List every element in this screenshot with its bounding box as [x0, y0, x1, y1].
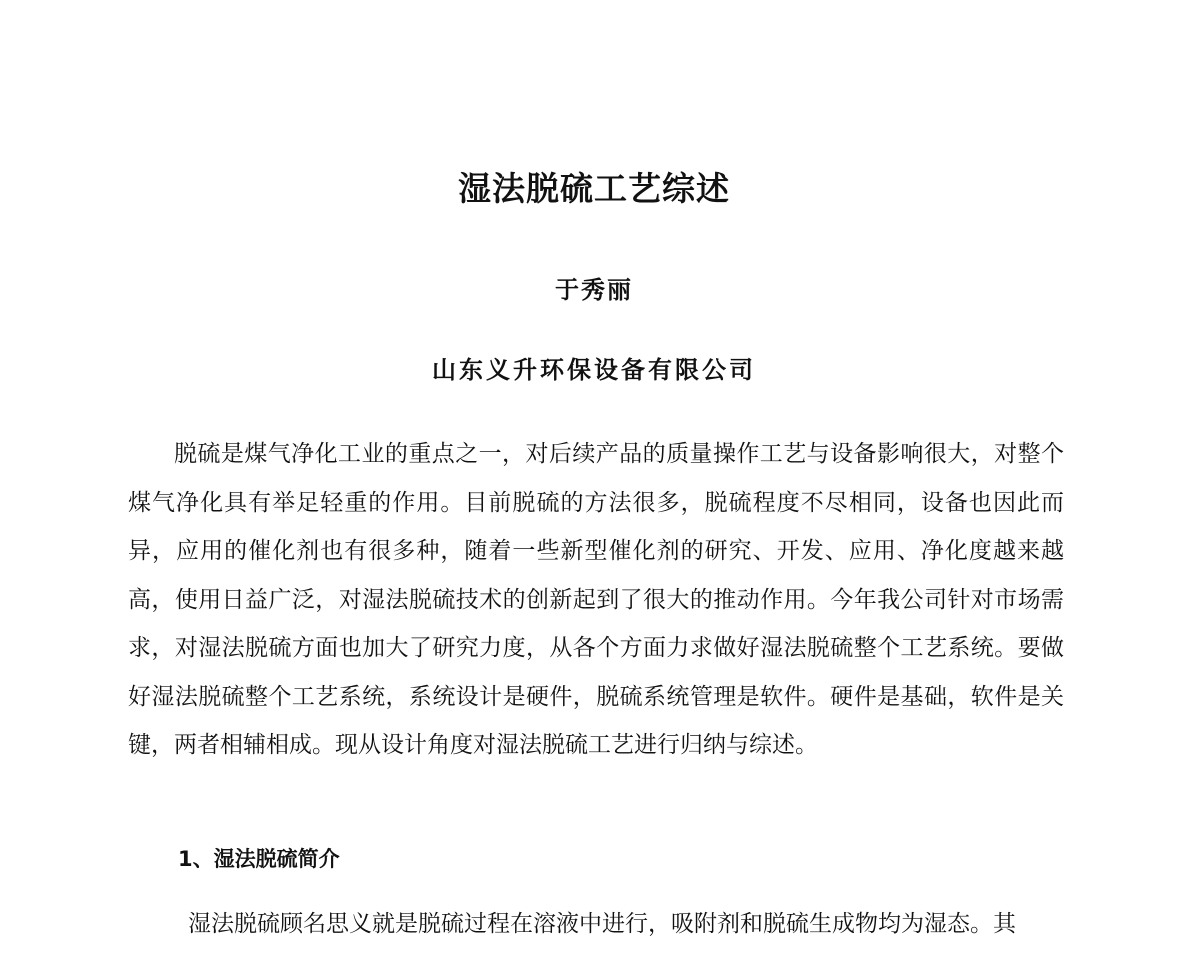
section-heading: 1、湿法脱硫简介 — [178, 847, 340, 871]
author-affiliation: 山东义升环保设备有限公司 — [432, 356, 756, 384]
intro-paragraph: 脱硫是煤气净化工业的重点之一，对后续产品的质量操作工艺与设备影响很大，对整个煤气净化具有举足轻重的作用。目前脱硫的方法很多，脱硫程度不尽相同，设备也因此而异，应用的催化剂也有很多种，随着一些新型催化剂的研究、开发、应用、净化度越来越高，使用日益广泛，对湿法脱硫技术的创新起到了很大的推动作用。今年我公司针对市场需求，对湿法脱硫方面也加大了研究力度，从各个方面力求做好湿法脱硫整个工艺系统。要做好湿法脱硫整个工艺系统，系统设计是硬件，脱硫系统管理是软件。硬件是基础，软件是关键，两者相辅相成。现从设计角度对湿法脱硫工艺进行归纳与综述。 — [128, 441, 1064, 758]
author-name: 于秀丽 — [555, 276, 633, 304]
section-paragraph: 湿法脱硫顾名思义就是脱硫过程在溶液中进行，吸附剂和脱硫生成物均为湿态。其 — [188, 911, 1016, 937]
document-title: 湿法脱硫工艺综述 — [458, 169, 730, 208]
